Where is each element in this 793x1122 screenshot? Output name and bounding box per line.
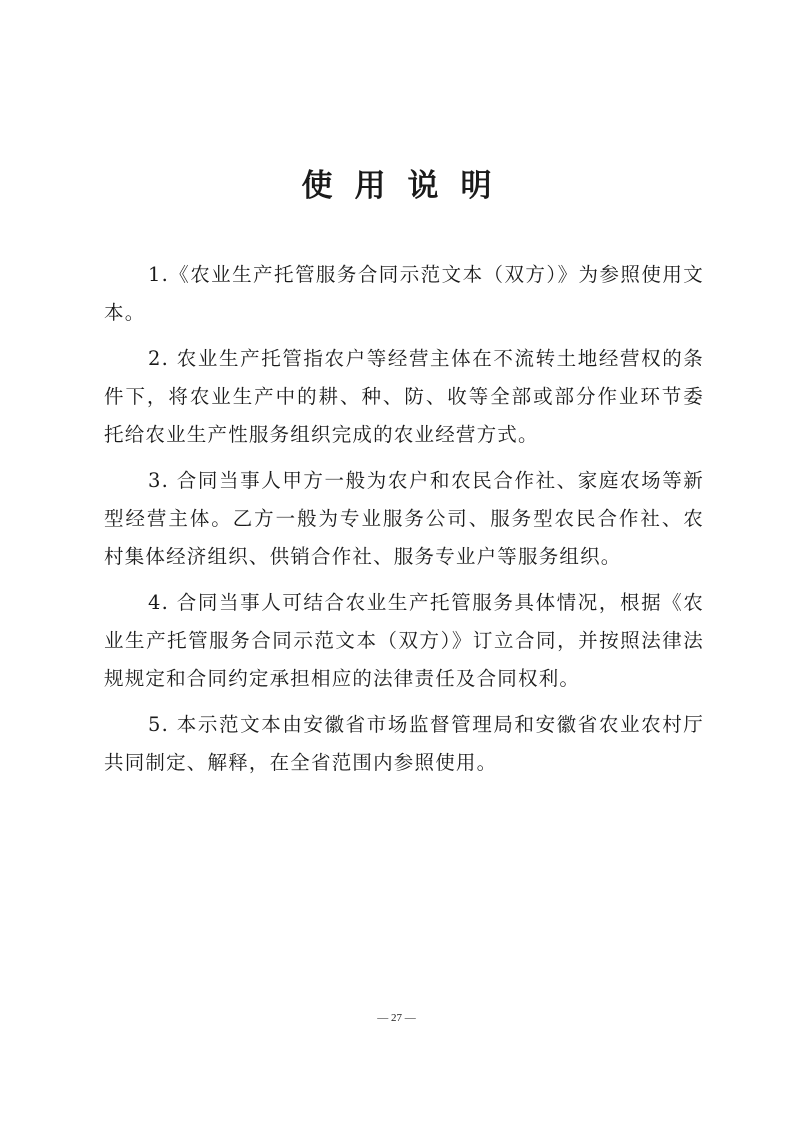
paragraph-4: 4. 合同当事人可结合农业生产托管服务具体情况，根据《农业生产托管服务合同示范文本（双方）》订立合同，并按照法律法规规定和合同约定承担相应的法律责任及合同权利。: [104, 591, 704, 690]
paragraph-3: 3. 合同当事人甲方一般为农户和农民合作社、家庭农场等新型经营主体。乙方一般为专业服务公司、服务型农民合作社、农村集体经济组织、供销合作社、服务专业户等服务组织。: [104, 469, 704, 568]
instructions-body: [104, 256, 704, 790]
page-title: 使用说明: [301, 168, 514, 204]
paragraph-1: 1.《农业生产托管服务合同示范文本（双方）》为参照使用文本。: [104, 263, 704, 324]
page-number: — 27 —: [377, 1012, 416, 1024]
paragraph-5: 5. 本示范文本由安徽省市场监督管理局和安徽省农业农村厅共同制定、解释，在全省范围内参照使用。: [104, 713, 704, 774]
paragraph-2: 2. 农业生产托管指农户等经营主体在不流转土地经营权的条件下，将农业生产中的耕、种、防、收等全部或部分作业环节委托给农业生产性服务组织完成的农业经营方式。: [104, 347, 704, 446]
